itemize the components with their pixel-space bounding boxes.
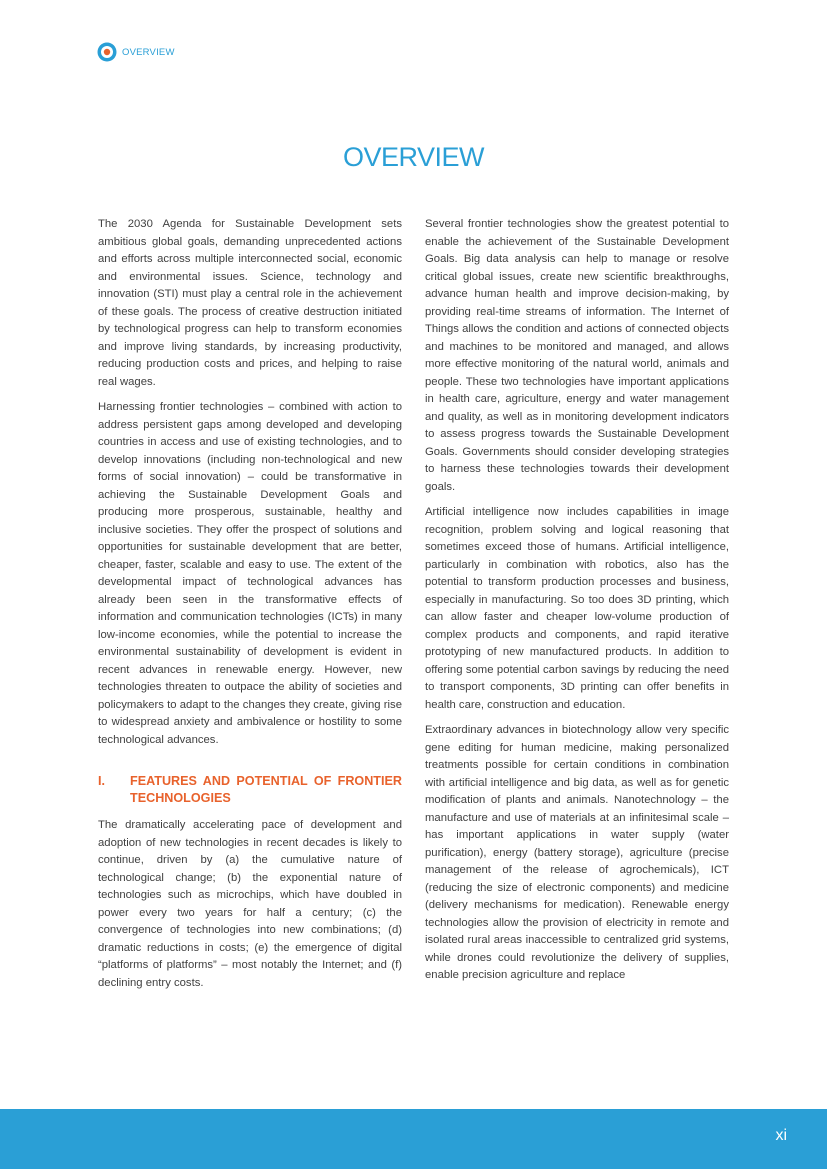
right-column bbox=[425, 216, 729, 993]
target-icon bbox=[97, 42, 117, 62]
section-heading bbox=[98, 773, 402, 807]
paragraph: Harnessing frontier technologies – combined with action to address persistent gaps among developed and developing countries in access and use of existing technologies, and to develop innovations (including non-technological and new forms of social innovation) – could be transformative in achieving the Sustainable Development Goals and producing more prosperous, sustainable, healthy and inclusive societies. They offer the prospect of solutions and opportunities for sustainable development that are better, cheaper, faster, scalable and easy to use. The extent of the developmental impact of technological advances has already been seen in the transformative effects of information and communication technologies (ICTs) in many low-income economies, while the potential to increase the environmental sustainability of development is evident in recent advances in renewable energy. However, new technologies threaten to outpace the ability of societies and policymakers to adapt to the changes they create, giving rise to widespread anxiety and ambivalence or hostility to some technological advances. bbox=[98, 401, 402, 746]
paragraph: Several frontier technologies show the greatest potential to enable the achievement of the Sustainable Development Goals. Big data analysis can help to manage or resolve critical global issues, create new scientific breakthroughs, advance human health and improve decision-making, by providing real-time streams of information. The Internet of Things allows the condition and actions of connected objects and machines to be monitored and managed, and allows more effective monitoring of the natural world, animals and people. These two technologies have important applications in health care, agriculture, energy and water management and quality, as well as in monitoring development indicators to assess progress towards the Sustainable Development Goals. Governments should consider developing strategies to harness these technologies towards their development goals. bbox=[425, 218, 729, 493]
section-title: FEATURES AND POTENTIAL OF FRONTIER TECHNOLOGIES bbox=[130, 774, 402, 805]
page-number: xi bbox=[775, 1127, 787, 1144]
paragraph: The dramatically accelerating pace of development and adoption of new technologies in recent decades is likely to continue, driven by (a) the cumulative nature of technological change; (b) the exponential nature of technologies such as microchips, which have doubled in power every two years for half a century; (c) the convergence of technologies into new combinations; (d) dramatic reductions in costs; (e) the emergence of digital “platforms of platforms” – most notably the Internet; and (f) declining entry costs. bbox=[98, 819, 402, 989]
section-number: I. bbox=[98, 774, 105, 788]
left-column bbox=[98, 216, 402, 1000]
footer-bar bbox=[0, 1109, 827, 1169]
running-header bbox=[97, 42, 175, 62]
paragraph: Extraordinary advances in biotechnology allow very specific gene editing for human medicine, making personalized treatments possible for certain conditions in combination with artificial intelligence and big data, as well as for genetic modification of plants and animals. Nanotechnology – the manufacture and use of materials at an infinitesimal scale – has important applications in water supply (water purification), energy (battery storage), agriculture (precise management of the release of agrochemicals), ICT (reducing the size of electronic components) and medicine (delivery mechanisms for medication). Renewable energy technologies allow the provision of electricity in remote and isolated rural areas inaccessible to centralized grid systems, while drones could revolutionize the delivery of supplies, enable precision agriculture and replace bbox=[425, 724, 729, 981]
paragraph: Artificial intelligence now includes capabilities in image recognition, problem solving and logical reasoning that sometimes exceed those of humans. Artificial intelligence, particularly in combination with robotics, also has the potential to transform production processes and business, especially in manufacturing. So too does 3D printing, which can allow faster and cheaper low-volume production of complex products and components, and rapid iterative prototyping of new manufactured products. In addition to offering some potential carbon savings by reducing the need to transport components, 3D printing can offer benefits in health care, construction and education. bbox=[425, 506, 729, 711]
header-label: OVERVIEW bbox=[122, 46, 175, 58]
paragraph: The 2030 Agenda for Sustainable Development sets ambitious global goals, demanding unprecedented actions and efforts across multiple interconnected social, economic and environmental issues. Science, technology and innovation (STI) must play a central role in the achievement of these goals. The process of creative destruction initiated by technological progress can help to transform economies and improve living standards, by increasing productivity, reducing production costs and prices, and helping to raise real wages. bbox=[98, 218, 402, 388]
page-title: OVERVIEW bbox=[342, 142, 485, 172]
